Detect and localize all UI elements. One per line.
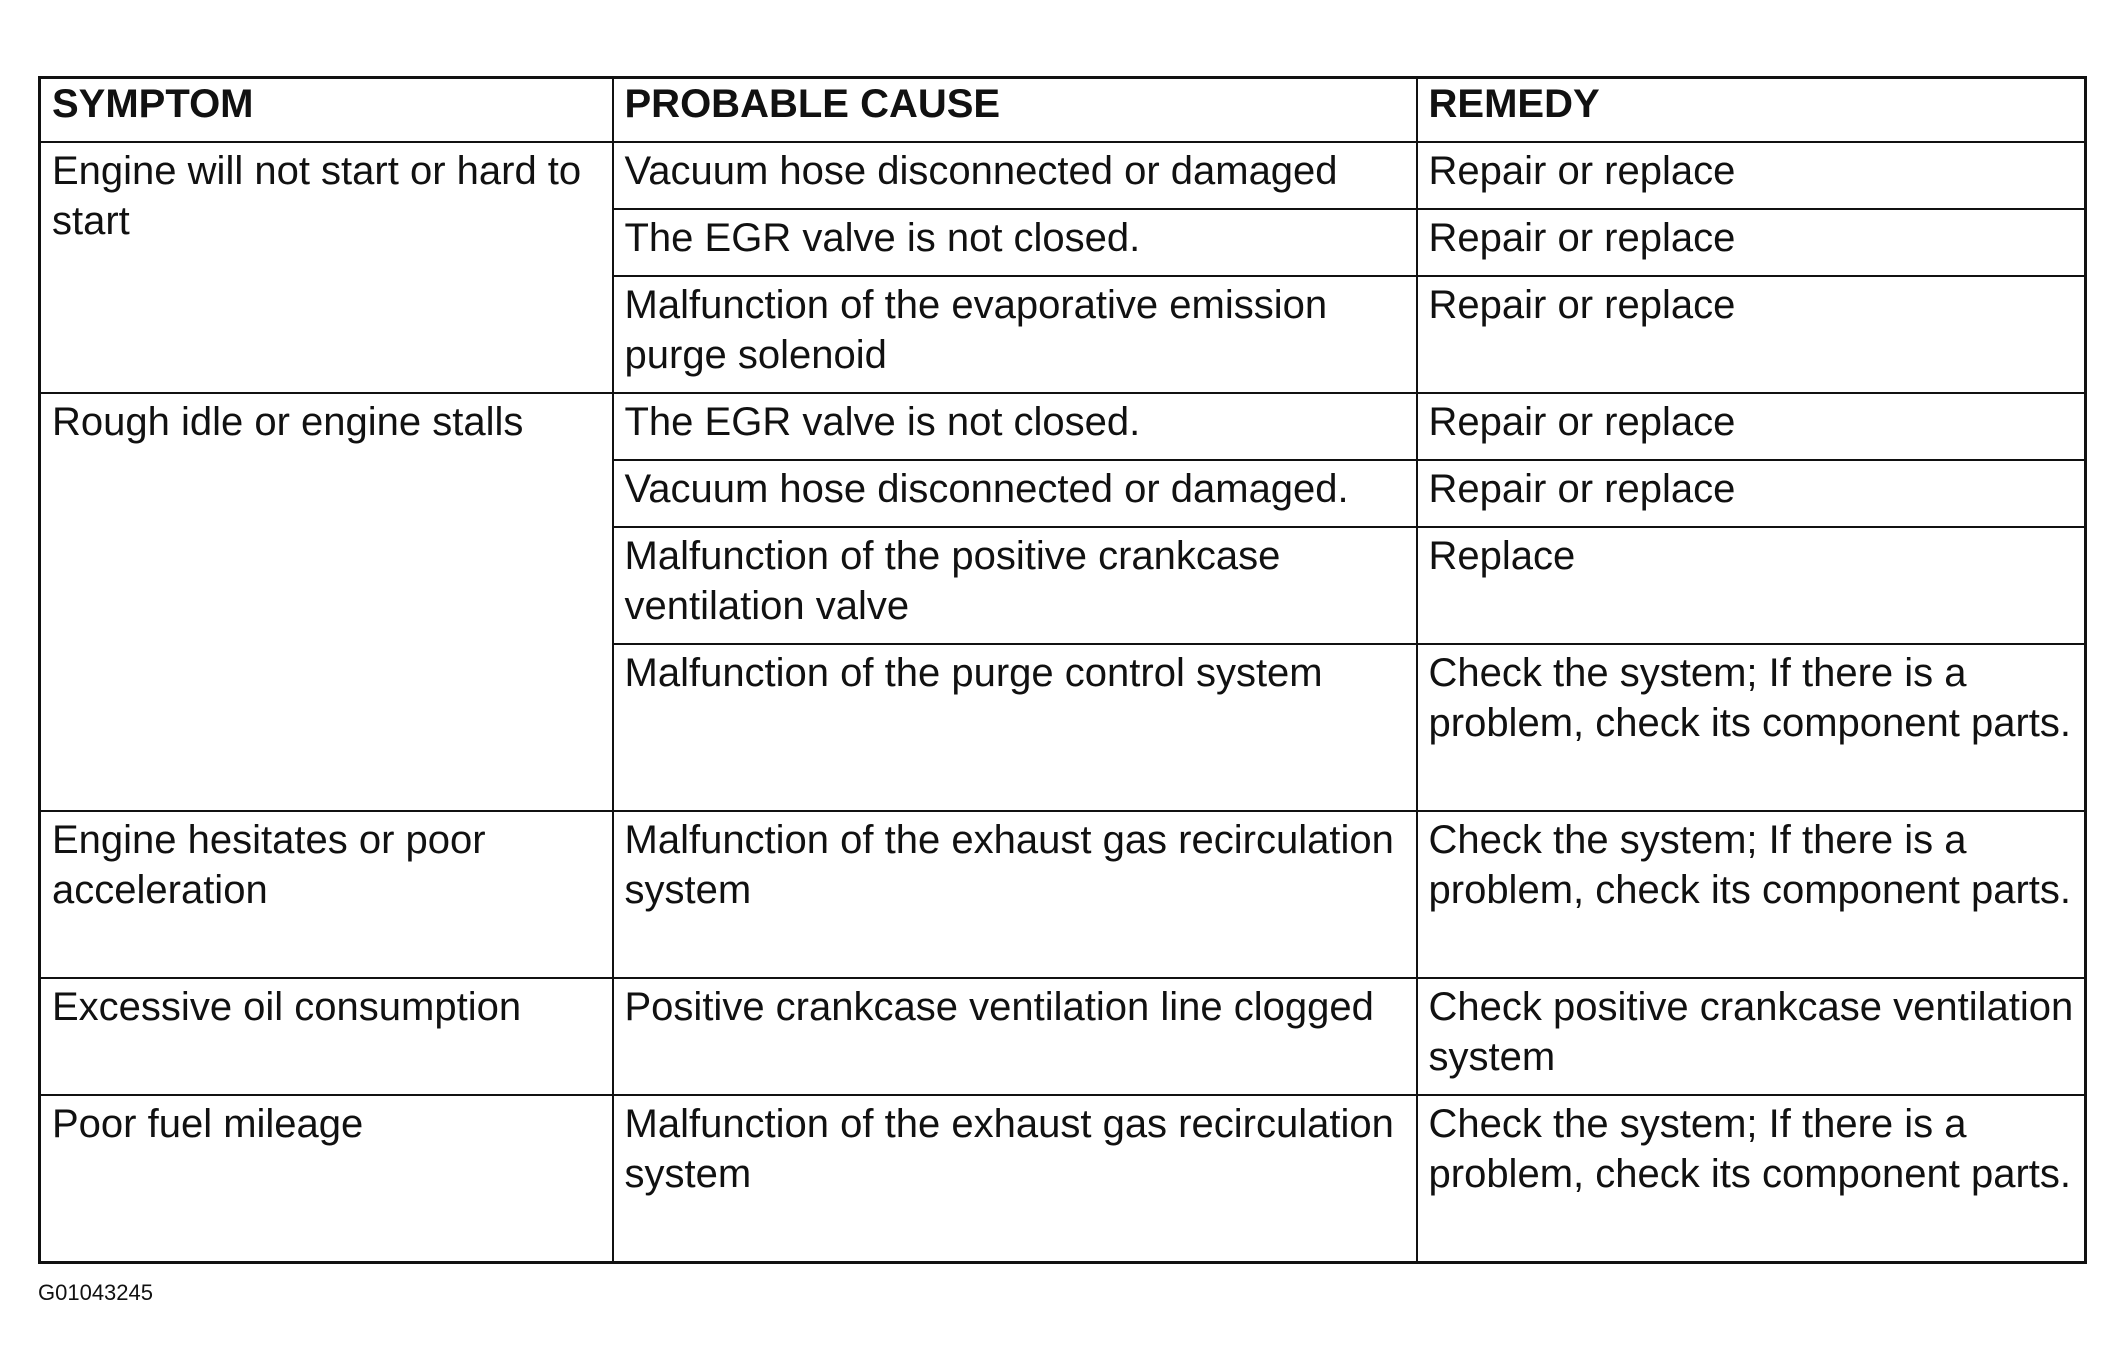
remedy-cell: Check the system; If there is a problem, check its component parts. — [1417, 1095, 2086, 1263]
header-symptom: SYMPTOM — [40, 78, 613, 143]
symptom-cell: Excessive oil consumption — [40, 978, 613, 1095]
table-row — [40, 811, 2086, 978]
symptom-cell: Poor fuel mileage — [40, 1095, 613, 1263]
cause-cell: Malfunction of the positive crankcase ventilation valve — [613, 527, 1417, 644]
symptom-cell: Engine will not start or hard to start — [40, 142, 613, 393]
remedy-cell: Repair or replace — [1417, 276, 2086, 393]
remedy-cell: Repair or replace — [1417, 393, 2086, 460]
header-row — [40, 78, 2086, 143]
remedy-cell: Replace — [1417, 527, 2086, 644]
remedy-cell: Repair or replace — [1417, 209, 2086, 276]
cause-cell: Malfunction of the purge control system — [613, 644, 1417, 811]
remedy-cell: Repair or replace — [1417, 460, 2086, 527]
remedy-cell: Check positive crankcase ventilation system — [1417, 978, 2086, 1095]
remedy-cell: Repair or replace — [1417, 142, 2086, 209]
remedy-cell: Check the system; If there is a problem, check its component parts. — [1417, 644, 2086, 811]
cause-cell: Malfunction of the evaporative emission purge solenoid — [613, 276, 1417, 393]
table-row — [40, 978, 2086, 1095]
cause-cell: The EGR valve is not closed. — [613, 209, 1417, 276]
cause-cell: Vacuum hose disconnected or damaged — [613, 142, 1417, 209]
cause-cell: The EGR valve is not closed. — [613, 393, 1417, 460]
troubleshooting-table — [38, 76, 2087, 1264]
cause-cell: Malfunction of the exhaust gas recirculation system — [613, 811, 1417, 978]
symptom-cell: Rough idle or engine stalls — [40, 393, 613, 811]
symptom-cell: Engine hesitates or poor acceleration — [40, 811, 613, 978]
table-header — [40, 78, 2086, 143]
header-probable-cause: PROBABLE CAUSE — [613, 78, 1417, 143]
table-row — [40, 142, 2086, 209]
cause-cell: Vacuum hose disconnected or damaged. — [613, 460, 1417, 527]
remedy-cell: Check the system; If there is a problem, check its component parts. — [1417, 811, 2086, 978]
figure-code: G01043245 — [38, 1280, 153, 1305]
header-remedy: REMEDY — [1417, 78, 2086, 143]
table-body — [40, 142, 2086, 1263]
cause-cell: Positive crankcase ventilation line clogged — [613, 978, 1417, 1095]
cause-cell: Malfunction of the exhaust gas recirculation system — [613, 1095, 1417, 1263]
table-row — [40, 1095, 2086, 1263]
table-row — [40, 393, 2086, 460]
